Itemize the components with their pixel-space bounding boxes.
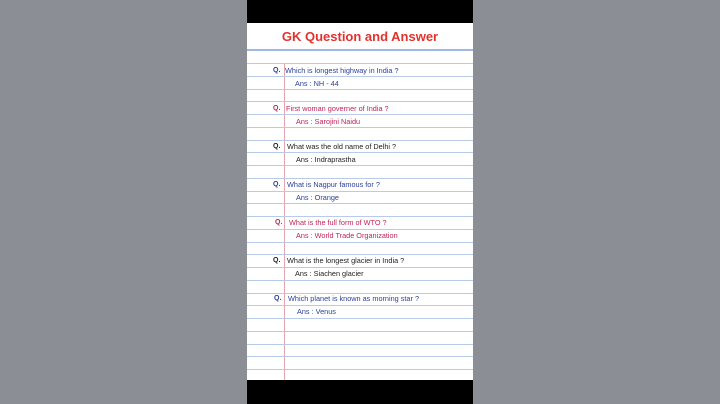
question-text: What is the full form of WTO ? — [289, 218, 387, 227]
answer-text: Ans : Siachen glacier — [295, 269, 364, 278]
question-marker: Q. — [274, 295, 282, 302]
question-text: What was the old name of Delhi ? — [287, 142, 397, 151]
notebook-rule-line — [247, 356, 473, 357]
notebook-page — [247, 23, 473, 380]
answer-text: Ans : Venus — [297, 307, 336, 316]
answer-row — [247, 77, 473, 91]
question-text: What is Nagpur famous for ? — [287, 180, 380, 189]
answer-row — [247, 305, 473, 319]
question-row — [247, 254, 473, 268]
question-marker: Q. — [273, 257, 281, 264]
answer-row — [247, 191, 473, 205]
notebook-rule-line — [247, 369, 473, 370]
title-underline — [247, 49, 473, 51]
background-left — [0, 0, 247, 404]
bottom-black-bar — [247, 380, 473, 404]
answer-text: Ans : Orange — [296, 193, 339, 202]
question-marker: Q. — [275, 219, 283, 226]
question-row — [247, 178, 473, 192]
top-black-bar — [247, 0, 473, 23]
answer-text: Ans : Indraprastha — [296, 155, 356, 164]
answer-text: Ans : World Trade Organization — [296, 231, 398, 240]
question-row — [247, 64, 473, 78]
notebook-rule-line — [247, 331, 473, 332]
page-title: GK Question and Answer — [281, 29, 439, 44]
answer-row — [247, 153, 473, 167]
question-row — [247, 140, 473, 154]
question-marker: Q. — [273, 181, 281, 188]
question-text: Which planet is known as morning star ? — [288, 294, 419, 303]
answer-text: Ans : Sarojini Naidu — [296, 117, 361, 126]
answer-row — [247, 267, 473, 281]
question-row — [247, 216, 473, 230]
question-row — [247, 102, 473, 116]
answer-row — [247, 115, 473, 129]
question-text: What is the longest glacier in India ? — [287, 256, 405, 265]
question-marker: Q. — [273, 105, 281, 112]
answer-row — [247, 229, 473, 243]
question-marker: Q. — [273, 67, 281, 74]
question-marker: Q. — [273, 143, 281, 150]
question-text: Which is longest highway in India ? — [285, 66, 399, 75]
notebook-rule-line — [247, 344, 473, 345]
answer-text: Ans : NH - 44 — [295, 79, 339, 88]
question-text: First woman governer of India ? — [286, 104, 389, 113]
background-right — [473, 0, 720, 404]
question-row — [247, 292, 473, 306]
